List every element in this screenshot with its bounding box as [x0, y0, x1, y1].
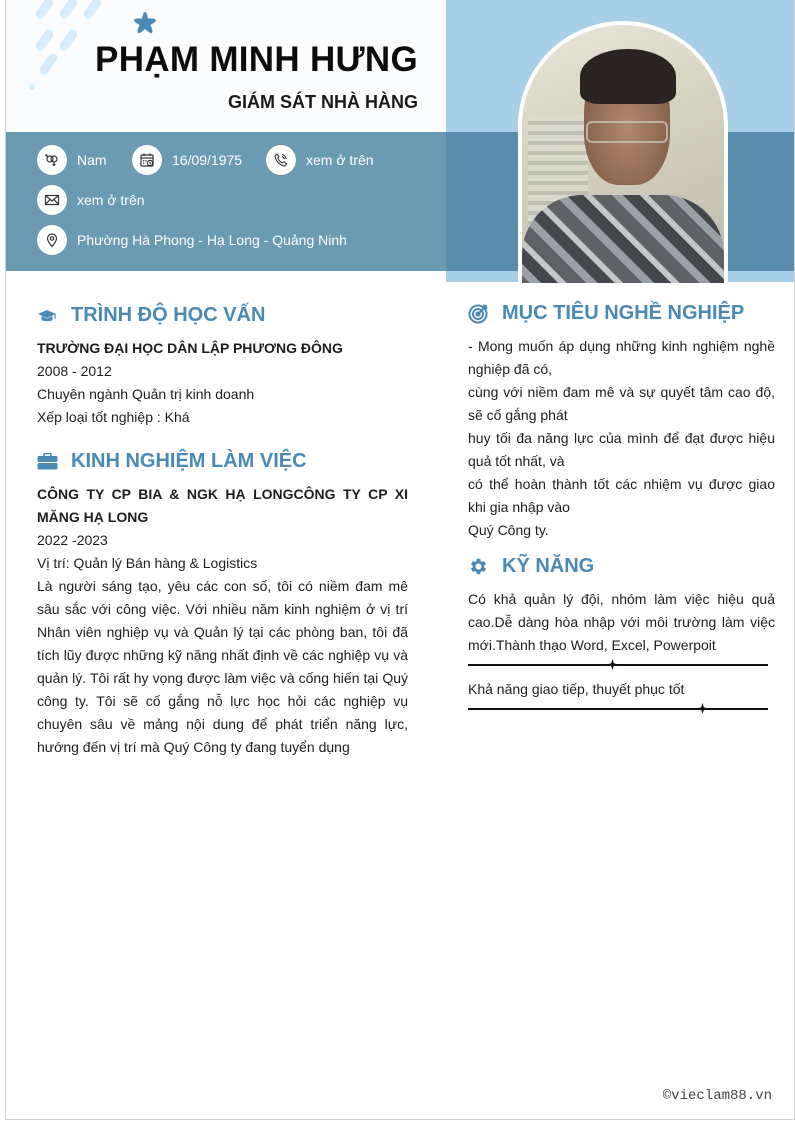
candidate-name: PHẠM MINH HƯNG	[95, 40, 418, 79]
education-entry	[37, 337, 409, 429]
skill-item-1-bar	[468, 664, 768, 666]
profile-photo	[522, 25, 724, 283]
contact-address	[37, 225, 347, 255]
contact-email	[37, 185, 145, 215]
skill-item-2-bar	[468, 708, 768, 710]
education-period: 2008 - 2012	[37, 363, 112, 379]
graduation-cap-icon	[36, 305, 58, 327]
skills-heading	[467, 555, 594, 578]
job-title: GIÁM SÁT NHÀ HÀNG	[228, 92, 418, 112]
objective-line: có thể hoàn thành tốt các nhiệm vụ được giao khi gia nhập vào	[468, 476, 775, 515]
skill-level-marker-icon	[607, 659, 618, 670]
experience-heading	[36, 450, 307, 473]
decoration	[29, 84, 35, 90]
decoration	[82, 0, 103, 20]
objective-line: huy tối đa năng lực của mình để đạt được hiệu quả tốt nhất, và	[468, 430, 775, 469]
phone-icon	[266, 145, 296, 175]
objective-heading	[467, 302, 744, 325]
objective-line: - Mong muốn áp dụng những kinh nghiệm nghề nghiệp đã có,	[468, 338, 775, 377]
skill-item-2-label: Khả năng giao tiếp, thuyết phục tốt	[468, 681, 685, 697]
company-name: CÔNG TY CP BIA & NGK HẠ LONGCÔNG TY CP XI MĂNG HẠ LONG	[37, 486, 408, 525]
education-heading	[36, 304, 265, 327]
decoration	[34, 0, 55, 20]
experience-position: Vị trí: Quản lý Bán hàng & Logistics	[37, 555, 258, 571]
experience-title: KINH NGHIỆM LÀM VIỆC	[71, 450, 307, 472]
objective-title: MỤC TIÊU NGHỀ NGHIỆP	[502, 302, 745, 324]
school-name: TRƯỜNG ĐẠI HỌC DÂN LẬP PHƯƠNG ĐÔNG	[37, 340, 343, 356]
education-major: Chuyên ngành Quản trị kinh doanh	[37, 386, 255, 402]
decoration	[34, 28, 55, 53]
decoration	[58, 0, 79, 20]
objective-line: cùng với niềm đam mê và sự quyết tâm cao độ, sẽ cố gắng phát	[468, 384, 775, 423]
target-icon	[467, 303, 489, 325]
phone-value: xem ở trên	[306, 152, 374, 168]
briefcase-icon	[36, 451, 58, 473]
profile-photo-frame	[518, 21, 728, 283]
gender-value: Nam	[77, 152, 107, 168]
decoration	[38, 52, 59, 77]
email-value: xem ở trên	[77, 192, 145, 208]
objective-line: Quý Công ty.	[468, 522, 549, 538]
education-title: TRÌNH ĐỘ HỌC VẤN	[71, 304, 266, 326]
education-grade: Xếp loại tốt nghiệp : Khá	[37, 409, 190, 425]
calendar-icon	[132, 145, 162, 175]
cv-page	[5, 0, 795, 1120]
birthday-value: 16/09/1975	[172, 152, 243, 168]
decoration	[58, 28, 79, 53]
location-pin-icon	[37, 225, 67, 255]
experience-description: Là người sáng tạo, yêu các con số, tôi có niềm đam mê sâu sắc với công việc. Với nhiều năm kinh nghiệm ở vị trí Nhân viên nghiệp vụ và Quản lý tại các phòng ban, tôi đã tích lũy được những kỹ năng nhất định về các nghiệp vụ và quản lý. Tôi rất hy vọng được làm việc và cống hiến tại Quý công ty. Tôi sẽ cố gắng nỗ lực học hỏi các nghiệp vụ chuyên sâu về mảng nội dung để phát triển năng lực, hướng đến vị trí mà Quý Công ty đang tuyển dụng	[37, 578, 408, 755]
email-icon	[37, 185, 67, 215]
objective-text	[468, 335, 775, 542]
watermark: ©vieclam88.vn	[662, 1088, 772, 1104]
skills-title: KỸ NĂNG	[502, 555, 595, 577]
header	[6, 0, 446, 132]
gear-icon	[467, 556, 489, 578]
experience-period: 2022 -2023	[37, 532, 108, 548]
skill-level-marker-icon	[697, 703, 708, 714]
contact-phone	[266, 145, 374, 175]
skill-item-1-label: Có khả quản lý đội, nhóm làm việc hiệu quả cao.Dễ dàng hòa nhập với môi trường làm việc mới.Thành thạo Word, Excel, Powerpoit	[468, 591, 775, 653]
experience-entry	[37, 483, 408, 759]
contact-gender	[37, 145, 107, 175]
address-value: Phường Hà Phong - Hạ Long - Quảng Ninh	[77, 232, 347, 248]
star-icon	[132, 10, 158, 36]
gender-icon	[37, 145, 67, 175]
contact-birthday	[132, 145, 242, 175]
